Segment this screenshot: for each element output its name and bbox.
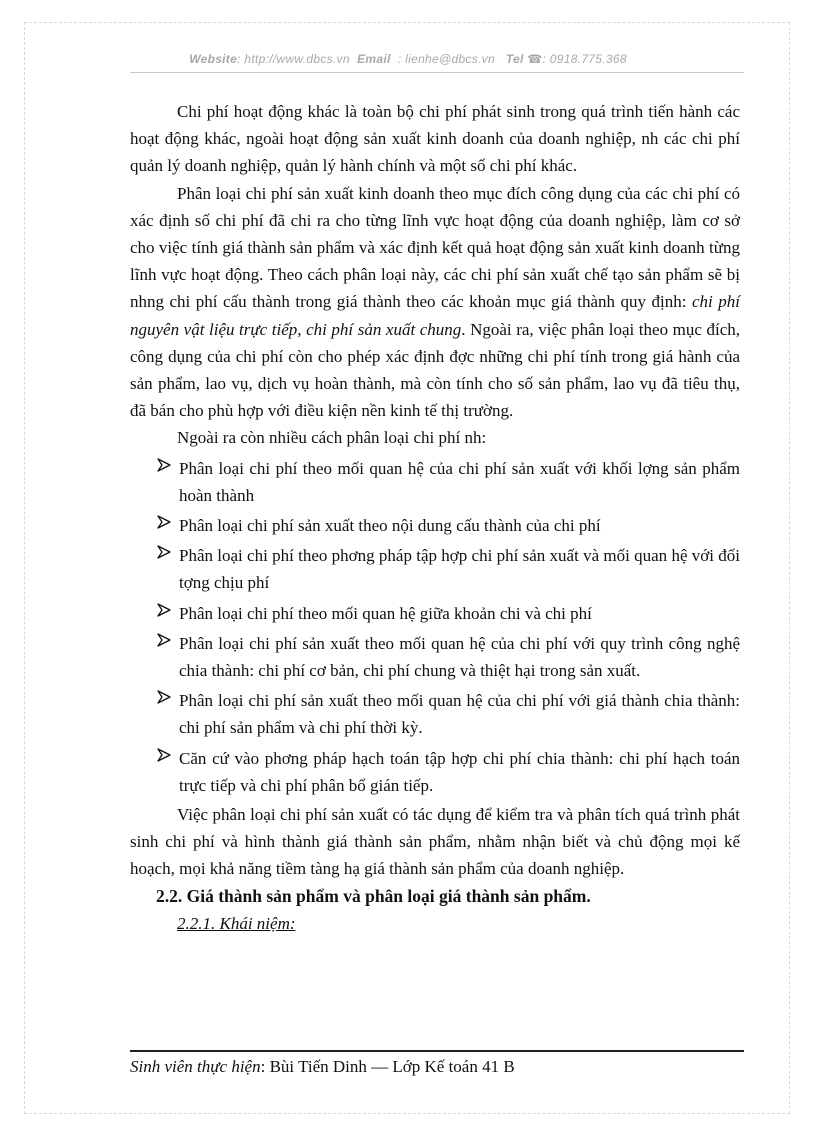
arrow-bullet-icon [157,515,171,529]
phone-icon: ☎ [527,52,543,66]
tel-label: Tel [505,52,524,66]
website-label: Website [189,52,238,66]
list-item-text: Phân loại chi phí sản xuất theo mối quan hệ của chi phí với quy trình công nghệ chia thành: chi phí cơ bản, chi phí chung và thiệt hại trong sản xuất. [179,633,740,681]
website-link[interactable]: : http://www.dbcs.vn [237,52,350,66]
arrow-bullet-icon [157,690,171,704]
email-link[interactable]: : lienhe@dbcs.vn [397,52,495,66]
email-label: Email [357,52,391,66]
subsection-heading: 2.2.1. Khái niệm: [177,913,296,933]
arrow-bullet-icon [157,603,171,617]
list-item [130,455,740,509]
list-item [130,630,740,684]
section-heading: 2.2. Giá thành sản phẩm và phân loại giá thành sản phẩm. [156,885,591,906]
tel-value: : 0918.775.368 [542,52,627,66]
paragraph-2 [130,180,740,425]
list-item [130,600,740,627]
list-item-text: Căn cứ vào phơng pháp hạch toán tập hợp chi phí chia thành: chi phí hạch toán trực tiếp và chi phí phân bổ gián tiếp. [179,748,740,795]
list-item-text: Phân loại chi phí theo mối quan hệ của chi phí sản xuất với khối lợng sản phẩm hoàn thành [179,458,740,505]
document-body [130,98,740,937]
footer-divider [130,1050,744,1052]
paragraph-2-italic: chi phí nguyên vật liệu trực tiếp, chi phí sản xuất chung [130,292,740,339]
classification-list [130,455,740,799]
arrow-bullet-icon [157,545,171,559]
list-item-text: Phân loại chi phí sản xuất theo nội dung cấu thành của chi phí [179,516,601,536]
list-item-text: Phân loại chi phí theo mối quan hệ giữa khoản chi và chi phí [179,603,592,623]
paragraph-4: Việc phân loại chi phí sản xuất có tác dụng để kiểm tra và phân tích quá trình phát sinh chi phí và hình thành giá thành sản phẩm, nhằm nhận biết và chủ động mọi kế hoạch, mọi khả năng tiềm tàng hạ giá thành sản phẩm của doanh nghiệp. [130,805,740,879]
list-item [130,687,740,741]
arrow-bullet-icon [157,458,171,472]
list-item [130,512,740,539]
list-item-text: Phân loại chi phí sản xuất theo mối quan hệ của chi phí với giá thành chia thành: chi phí sản phẩm và chi phí thời kỳ. [179,691,740,738]
paragraph-1: Chi phí hoạt động khác là toàn bộ chi phí phát sinh trong quá trình tiến hành các hoạt động khác, ngoài hoạt động sản xuất kinh doanh của doanh nghiệp, nh các chi phí quản lý doanh nghiệp, quản lý hành chính và một số chi phí khác. [130,102,740,176]
page-footer [130,1057,515,1077]
list-item [130,542,740,596]
page-header [0,52,816,66]
footer-label: Sinh viên thực hiện [130,1057,261,1076]
header-divider [130,72,744,73]
footer-value: : Bùi Tiến Dinh — Lớp Kế toán 41 B [260,1057,515,1076]
paragraph-3: Ngoài ra còn nhiều cách phân loại chi phí nh: [177,428,487,448]
arrow-bullet-icon [157,633,171,647]
paragraph-2-part-a: Phân loại chi phí sản xuất kinh doanh theo mục đích công dụng của các chi phí có xác định số chi phí đã chi ra cho từng lĩnh vực hoạt động của doanh nghiệp, làm cơ sở cho việc tính giá thành sản phẩm và xác định kết quả hoạt động sản xuất kinh doanh từng lĩnh vực hoạt động. Theo cách phân loại này, các chi phí sản xuất chế tạo sản phẩm sẽ bị nhng chi phí cấu thành trong giá thành theo các khoản mục giá thành quy định: [130,183,740,312]
paragraph-2-part-b: . Ngoài ra, việc phân loại theo mục đích, công dụng của chi phí còn cho phép xác định đợc những chi phí tính trong giá hành của sản phẩm, lao vụ, dịch vụ hoàn thành, mà còn tính cho số sản phẩm, lao vụ đã tiêu thụ, đã bán cho phù hợp với điều kiện nền kinh tế thị trường. [130,319,740,421]
list-item [130,745,740,799]
arrow-bullet-icon [157,748,171,762]
list-item-text: Phân loại chi phí theo phơng pháp tập hợp chi phí sản xuất và mối quan hệ với đối tợng chịu phí [179,546,740,593]
